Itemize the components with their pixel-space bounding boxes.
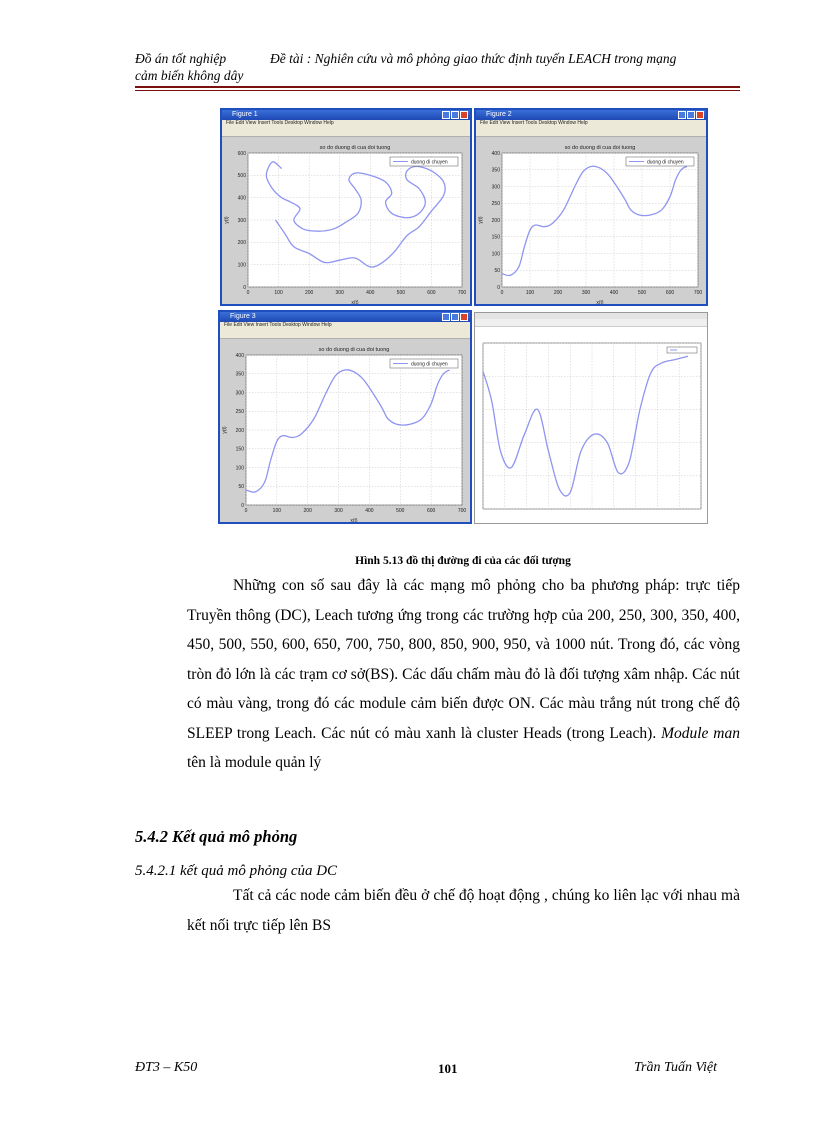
x-tick-label: 0	[500, 290, 504, 296]
paragraph-dc: Tất cả các node cảm biến đều ở chế độ hoạt động , chúng ko liên lạc với nhau mà kết nối trực tiếp lên BS	[187, 887, 740, 934]
figure-window-4	[474, 312, 708, 524]
minimize-icon[interactable]	[678, 111, 686, 119]
window-title: Figure 3	[230, 313, 256, 320]
x-tick-label: 300	[581, 290, 591, 296]
figure-window-3	[218, 310, 472, 524]
y-tick-label: 50	[238, 484, 244, 491]
window-toolbar[interactable]	[476, 127, 706, 137]
window-menubar[interactable]: File Edit View Insert Tools Desktop Window Help	[476, 120, 706, 127]
window-titlebar	[222, 110, 470, 120]
y-tick-label: 600	[237, 150, 246, 157]
y-tick-label: 400	[491, 150, 500, 157]
window-controls	[442, 313, 468, 321]
legend-label: duong di chuyen	[411, 361, 448, 368]
close-icon[interactable]	[460, 313, 468, 321]
window-menubar[interactable]: File Edit View Insert Tools Desktop Window Help	[220, 322, 470, 329]
window-controls	[442, 111, 468, 119]
window-title: Figure 1	[232, 111, 258, 118]
y-tick-label: 100	[491, 251, 500, 258]
figure-window-2	[474, 108, 708, 306]
window-title: Figure 2	[486, 111, 512, 118]
y-tick-label: 200	[491, 217, 500, 224]
chart-figure-2	[476, 137, 706, 306]
x-tick-label: 600	[665, 290, 675, 296]
footer-class: ĐT3 – K50	[135, 1060, 198, 1075]
maximize-icon[interactable]	[451, 111, 459, 119]
window-toolbar[interactable]	[475, 319, 707, 327]
x-axis-label: x(t)	[351, 300, 359, 306]
chart-title: so do duong di cua doi tuong	[564, 145, 636, 151]
y-tick-label: 0	[497, 284, 500, 291]
y-tick-label: 300	[235, 390, 244, 397]
window-toolbar[interactable]	[222, 127, 470, 137]
y-tick-label: 350	[491, 167, 500, 174]
paragraph-text: Những con số sau đây là các mạng mô phỏng cho ba phương pháp: trực tiếp Truyền thông (DC), Leach tương ứng trong các trường hợp của 200, 250, 300, 350, 400, 450, 500, 550, 600, 650, 700, 750, 800, 850, 900, 950, và 1000 nút. Trong đó, các vòng tròn đỏ lớn là các trạm cơ sở(BS). Các dấu chấm màu đỏ là đối tượng xâm nhập. Các nút có màu vàng, trong đó các module cảm biến được ON. Các màu trắng nút trong chế độ SLEEP trong Leach. Các nút có màu xanh là cluster Heads (trong Leach).	[187, 577, 740, 742]
x-tick-label: 200	[303, 508, 312, 514]
y-axis-label: y(t)	[478, 216, 484, 224]
x-tick-label: 700	[457, 508, 467, 514]
header-rule	[135, 86, 740, 88]
legend-label: duong di chuyen	[647, 159, 684, 166]
x-tick-label: 200	[553, 290, 563, 296]
chart-figure-1	[222, 137, 470, 306]
window-toolbar[interactable]	[220, 329, 470, 339]
x-tick-label: 100	[525, 290, 535, 296]
header-title: Đề tài : Nghiên cứu và mô phỏng giao thức định tuyến LEACH trong mạng	[270, 51, 677, 66]
minimize-icon[interactable]	[442, 111, 450, 119]
x-tick-label: 700	[693, 290, 703, 296]
x-tick-label: 600	[426, 508, 436, 514]
y-tick-label: 350	[235, 371, 244, 378]
paragraph-intro	[187, 571, 740, 778]
y-tick-label: 0	[243, 284, 246, 291]
minimize-icon[interactable]	[442, 313, 450, 321]
y-axis-label: y(t)	[224, 216, 230, 224]
y-tick-label: 250	[235, 409, 244, 416]
y-tick-label: 150	[235, 446, 244, 453]
legend-label: duong di chuyen	[411, 159, 448, 166]
x-tick-label: 600	[427, 290, 436, 296]
figure-caption: Hình 5.13 đồ thị đường đi của các đối tượng	[355, 555, 571, 567]
y-tick-label: 500	[237, 173, 246, 180]
chart-figure-4	[475, 327, 707, 523]
y-tick-label: 150	[491, 234, 500, 241]
x-tick-label: 700	[457, 290, 467, 296]
x-tick-label: 300	[335, 290, 344, 296]
x-tick-label: 400	[366, 290, 375, 296]
x-tick-label: 200	[304, 290, 314, 296]
window-titlebar	[220, 312, 470, 322]
y-tick-label: 100	[235, 465, 244, 472]
paragraph-tail: tên là module quản lý	[187, 754, 322, 771]
close-icon[interactable]	[460, 111, 468, 119]
x-tick-label: 0	[244, 508, 248, 514]
figure-composite	[218, 108, 708, 526]
window-controls	[678, 111, 704, 119]
y-tick-label: 100	[237, 262, 246, 269]
header-left: Đồ án tốt nghiệp	[135, 51, 227, 66]
section-heading-5-4-2-1: 5.4.2.1 kết quả mô phỏng của DC	[135, 863, 338, 879]
y-tick-label: 200	[237, 240, 246, 247]
header-subtitle: cảm biến không dây	[135, 68, 244, 83]
page-number: 101	[438, 1061, 458, 1076]
window-titlebar	[476, 110, 706, 120]
y-tick-label: 300	[237, 217, 246, 224]
x-tick-label: 500	[396, 290, 406, 296]
close-icon[interactable]	[696, 111, 704, 119]
y-tick-label: 400	[237, 195, 246, 202]
maximize-icon[interactable]	[451, 313, 459, 321]
y-tick-label: 250	[491, 201, 500, 208]
y-tick-label: 300	[491, 184, 500, 191]
x-tick-label: 300	[334, 508, 343, 514]
plot-area	[502, 153, 698, 287]
y-tick-label: 200	[235, 427, 244, 434]
chart-title: so do duong di cua doi tuong	[318, 347, 390, 353]
x-tick-label: 100	[274, 290, 283, 296]
x-tick-label: 400	[609, 290, 619, 296]
x-axis-label: x(t)	[596, 300, 604, 306]
paragraph-italic-term: Module man	[661, 724, 740, 742]
y-tick-label: 400	[235, 352, 244, 359]
x-tick-label: 100	[272, 508, 282, 514]
chart-figure-3	[220, 339, 470, 524]
chart-title: so do duong di cua doi tuong	[319, 145, 391, 151]
y-tick-label: 0	[241, 502, 244, 509]
x-tick-label: 400	[365, 508, 374, 514]
x-tick-label: 500	[637, 290, 647, 296]
figure-window-1	[220, 108, 472, 306]
x-tick-label: 500	[396, 508, 405, 514]
x-tick-label: 0	[246, 290, 250, 296]
y-axis-label: y(t)	[222, 426, 228, 434]
x-axis-label: x(t)	[350, 518, 358, 524]
y-tick-label: 50	[494, 268, 500, 275]
section-heading-5-4-2: 5.4.2 Kết quả mô phỏng	[135, 827, 298, 846]
maximize-icon[interactable]	[687, 111, 695, 119]
header-rule-thin	[135, 90, 740, 91]
window-menubar[interactable]: File Edit View Insert Tools Desktop Window Help	[222, 120, 470, 127]
footer-author: Trần Tuấn Việt	[634, 1060, 717, 1075]
